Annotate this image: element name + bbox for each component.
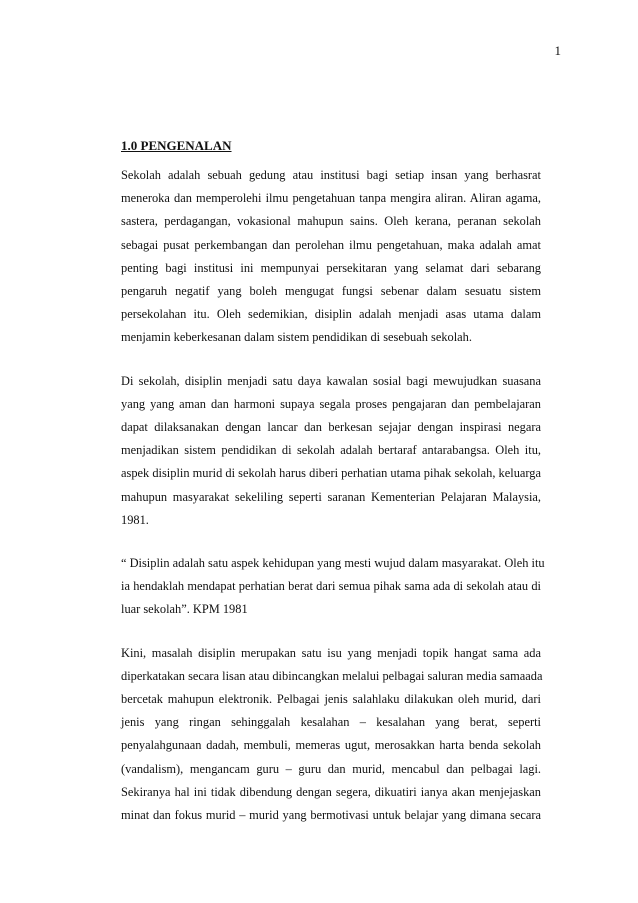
text-line: diperkatakan secara lisan atau dibincangkan melalui pelbagai saluran media samaada xyxy=(121,668,543,683)
document-body xyxy=(121,138,545,847)
text-line: bercetak mahupun elektronik. Pelbagai jenis salahlaku dilakukan oleh murid, dari xyxy=(121,692,541,707)
text-line: penyalahgunaan dadah, membuli, memeras ugut, merosakkan harta benda sekolah xyxy=(121,738,541,753)
text-line: sastera, perdagangan, vokasional mahupun sains. Oleh kerana, peranan sekolah xyxy=(121,214,541,229)
text-line: sebagai pusat perkembangan dan perolehan ilmu pengetahuan, maka adalah amat xyxy=(121,237,541,252)
paragraph-discipline-role xyxy=(121,370,541,532)
text-line: persekolahan itu. Oleh sedemikian, disiplin adalah menjadi asas utama dalam xyxy=(121,307,541,322)
text-line: mahupun masyarakat sekeliling seperti saranan Kementerian Pelajaran Malaysia, xyxy=(121,489,541,504)
paragraph-discipline-issues xyxy=(121,642,541,828)
text-line: penting bagi institusi ini mempunyai persekitaran yang selamat dari sebarang xyxy=(121,260,541,275)
page-number: 1 xyxy=(554,43,561,58)
text-line: 1981. xyxy=(121,512,149,527)
text-line: Sekiranya hal ini tidak dibendung dengan segera, dikuatiri ianya akan menjejaskan xyxy=(121,784,541,799)
text-line: luar sekolah”. KPM 1981 xyxy=(121,602,248,617)
paragraph-introduction xyxy=(121,164,541,350)
text-line: Sekolah adalah sebuah gedung atau institusi bagi setiap insan yang berhasrat xyxy=(121,168,541,182)
text-line: minat dan fokus murid – murid yang bermotivasi untuk belajar yang dimana secara xyxy=(121,808,541,823)
text-line: “ Disiplin adalah satu aspek kehidupan yang mesti wujud dalam masyarakat. Oleh itu xyxy=(121,556,545,571)
text-line: (vandalism), mengancam guru – guru dan murid, mencabul dan pelbagai lagi. xyxy=(121,761,541,776)
paragraph-quotation xyxy=(121,552,545,622)
text-line: menjadikan sistem pendidikan di sekolah adalah bertaraf antarabangsa. Oleh itu, xyxy=(121,443,541,458)
text-line: yang yang aman dan harmoni supaya segala proses pengajaran dan pembelajaran xyxy=(121,396,541,411)
text-line: menjamin keberkesanan dalam sistem pendidikan di sesebuah sekolah. xyxy=(121,330,472,345)
text-line: pengaruh negatif yang boleh mengugat fungsi sebenar dalam sesuatu sistem xyxy=(121,284,541,299)
text-line: aspek disiplin murid di sekolah harus diberi perhatian utama pihak sekolah, keluarga xyxy=(121,466,541,481)
section-heading: 1.0 PENGENALAN xyxy=(121,138,232,153)
text-line: dapat dilaksanakan dengan lancar dan berkesan sejajar dengan inspirasi negara xyxy=(121,420,541,435)
text-line: ia hendaklah mendapat perhatian berat dari semua pihak sama ada di sekolah atau di xyxy=(121,579,541,594)
text-line: Di sekolah, disiplin menjadi satu daya kawalan sosial bagi mewujudkan suasana xyxy=(121,373,541,388)
text-line: jenis yang ringan sehinggalah kesalahan – kesalahan yang berat, seperti xyxy=(121,715,541,730)
text-line: Kini, masalah disiplin merupakan satu isu yang menjadi topik hangat sama ada xyxy=(121,645,541,660)
text-line: meneroka dan memperolehi ilmu pengetahuan tanpa mengira aliran. Aliran agama, xyxy=(121,191,541,206)
